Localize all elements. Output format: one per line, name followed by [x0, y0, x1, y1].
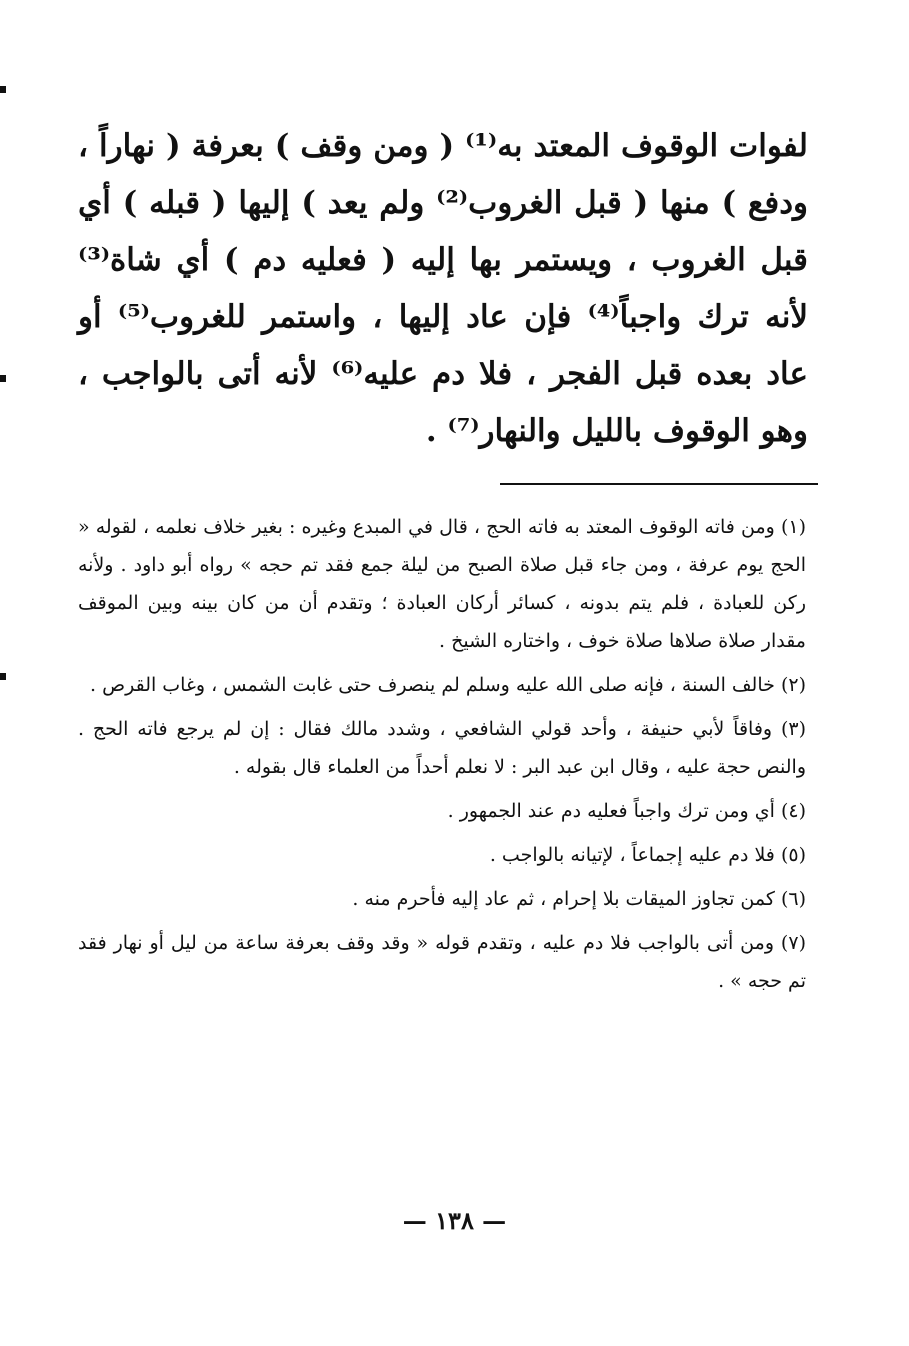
footnote-6 — [78, 880, 806, 918]
footnote-number: (٣) — [780, 718, 806, 740]
footnote-number: (٤) — [780, 800, 806, 822]
footnote-text: ومن فاته الوقوف المعتد به فاته الحج ، قال في المبدع وغيره : بغير خلاف نعلمه ، لقوله « الحج يوم عرفة ، ومن جاء قبل صلاة الصبح من ليلة جمع فقد تم حجه » رواه أبو داود . ولأنه ركن للعبادة ، فلم يتم بدونه ، كسائر أركان العبادة ؛ وتقدم أن من كان بينه وبين الموقف مقدار صلاة صلاها صلاة خوف ، واختاره الشيخ . — [78, 516, 806, 652]
scan-margin-mark — [0, 375, 6, 382]
footnote-number: (٢) — [780, 674, 806, 696]
footnote-text: فلا دم عليه إجماعاً ، لإتيانه بالواجب . — [489, 844, 775, 866]
footnote-2 — [78, 666, 806, 704]
footnote-3 — [78, 710, 806, 786]
footnote-text: ومن أتى بالواجب فلا دم عليه ، وتقدم قوله « وقد وقف بعرفة ساعة من ليل أو نهار فقد تم حجه » . — [78, 932, 806, 992]
footnote-number: (٥) — [780, 844, 806, 866]
footnote-text: وفاقاً لأبي حنيفة ، وأحد قولي الشافعي ، وشدد مالك فقال : إن لم يرجع فاته الحج . والنص حجة عليه ، وقال ابن عبد البر : لا نعلم أحداً من العلماء قال بقوله . — [78, 718, 806, 778]
footnote-separator — [500, 483, 818, 485]
footnote-number: (١) — [780, 516, 807, 538]
footnote-text: أي ومن ترك واجباً فعليه دم عند الجمهور . — [447, 800, 775, 822]
main-text-block — [78, 118, 808, 460]
page-number: — ١٣٨ — — [402, 1206, 507, 1235]
footnote-1 — [78, 508, 806, 660]
footnote-5 — [78, 836, 806, 874]
scan-margin-mark — [0, 86, 6, 93]
scan-margin-mark — [0, 673, 6, 680]
footnote-number: (٧) — [780, 932, 806, 954]
footnote-7 — [78, 924, 806, 1000]
footnote-4 — [78, 792, 806, 830]
footnote-number: (٦) — [780, 888, 806, 910]
footnote-text: كمن تجاوز الميقات بلا إحرام ، ثم عاد إليه فأحرم منه . — [352, 888, 775, 910]
footnotes-section — [78, 508, 806, 1006]
main-paragraph: لفوات الوقوف المعتد به⁽¹⁾ ( ومن وقف ) بعرفة ( نهاراً ، ودفع ) منها ( قبل الغروب⁽²⁾ ولم يعد ) إليها ( قبله ) أي قبل الغروب ، ويستمر بها إليه ( فعليه دم ) أي شاة⁽³⁾ لأنه ترك واجباً⁽⁴⁾ فإن عاد إليها ، واستمر للغروب⁽⁵⁾ أو عاد بعده قبل الفجر ، فلا دم عليه⁽⁶⁾ لأنه أتى بالواجب ، وهو الوقوف بالليل والنهار⁽⁷⁾ . — [78, 128, 809, 449]
footnote-text: خالف السنة ، فإنه صلى الله عليه وسلم لم ينصرف حتى غابت الشمس ، وغاب القرص . — [90, 674, 775, 696]
